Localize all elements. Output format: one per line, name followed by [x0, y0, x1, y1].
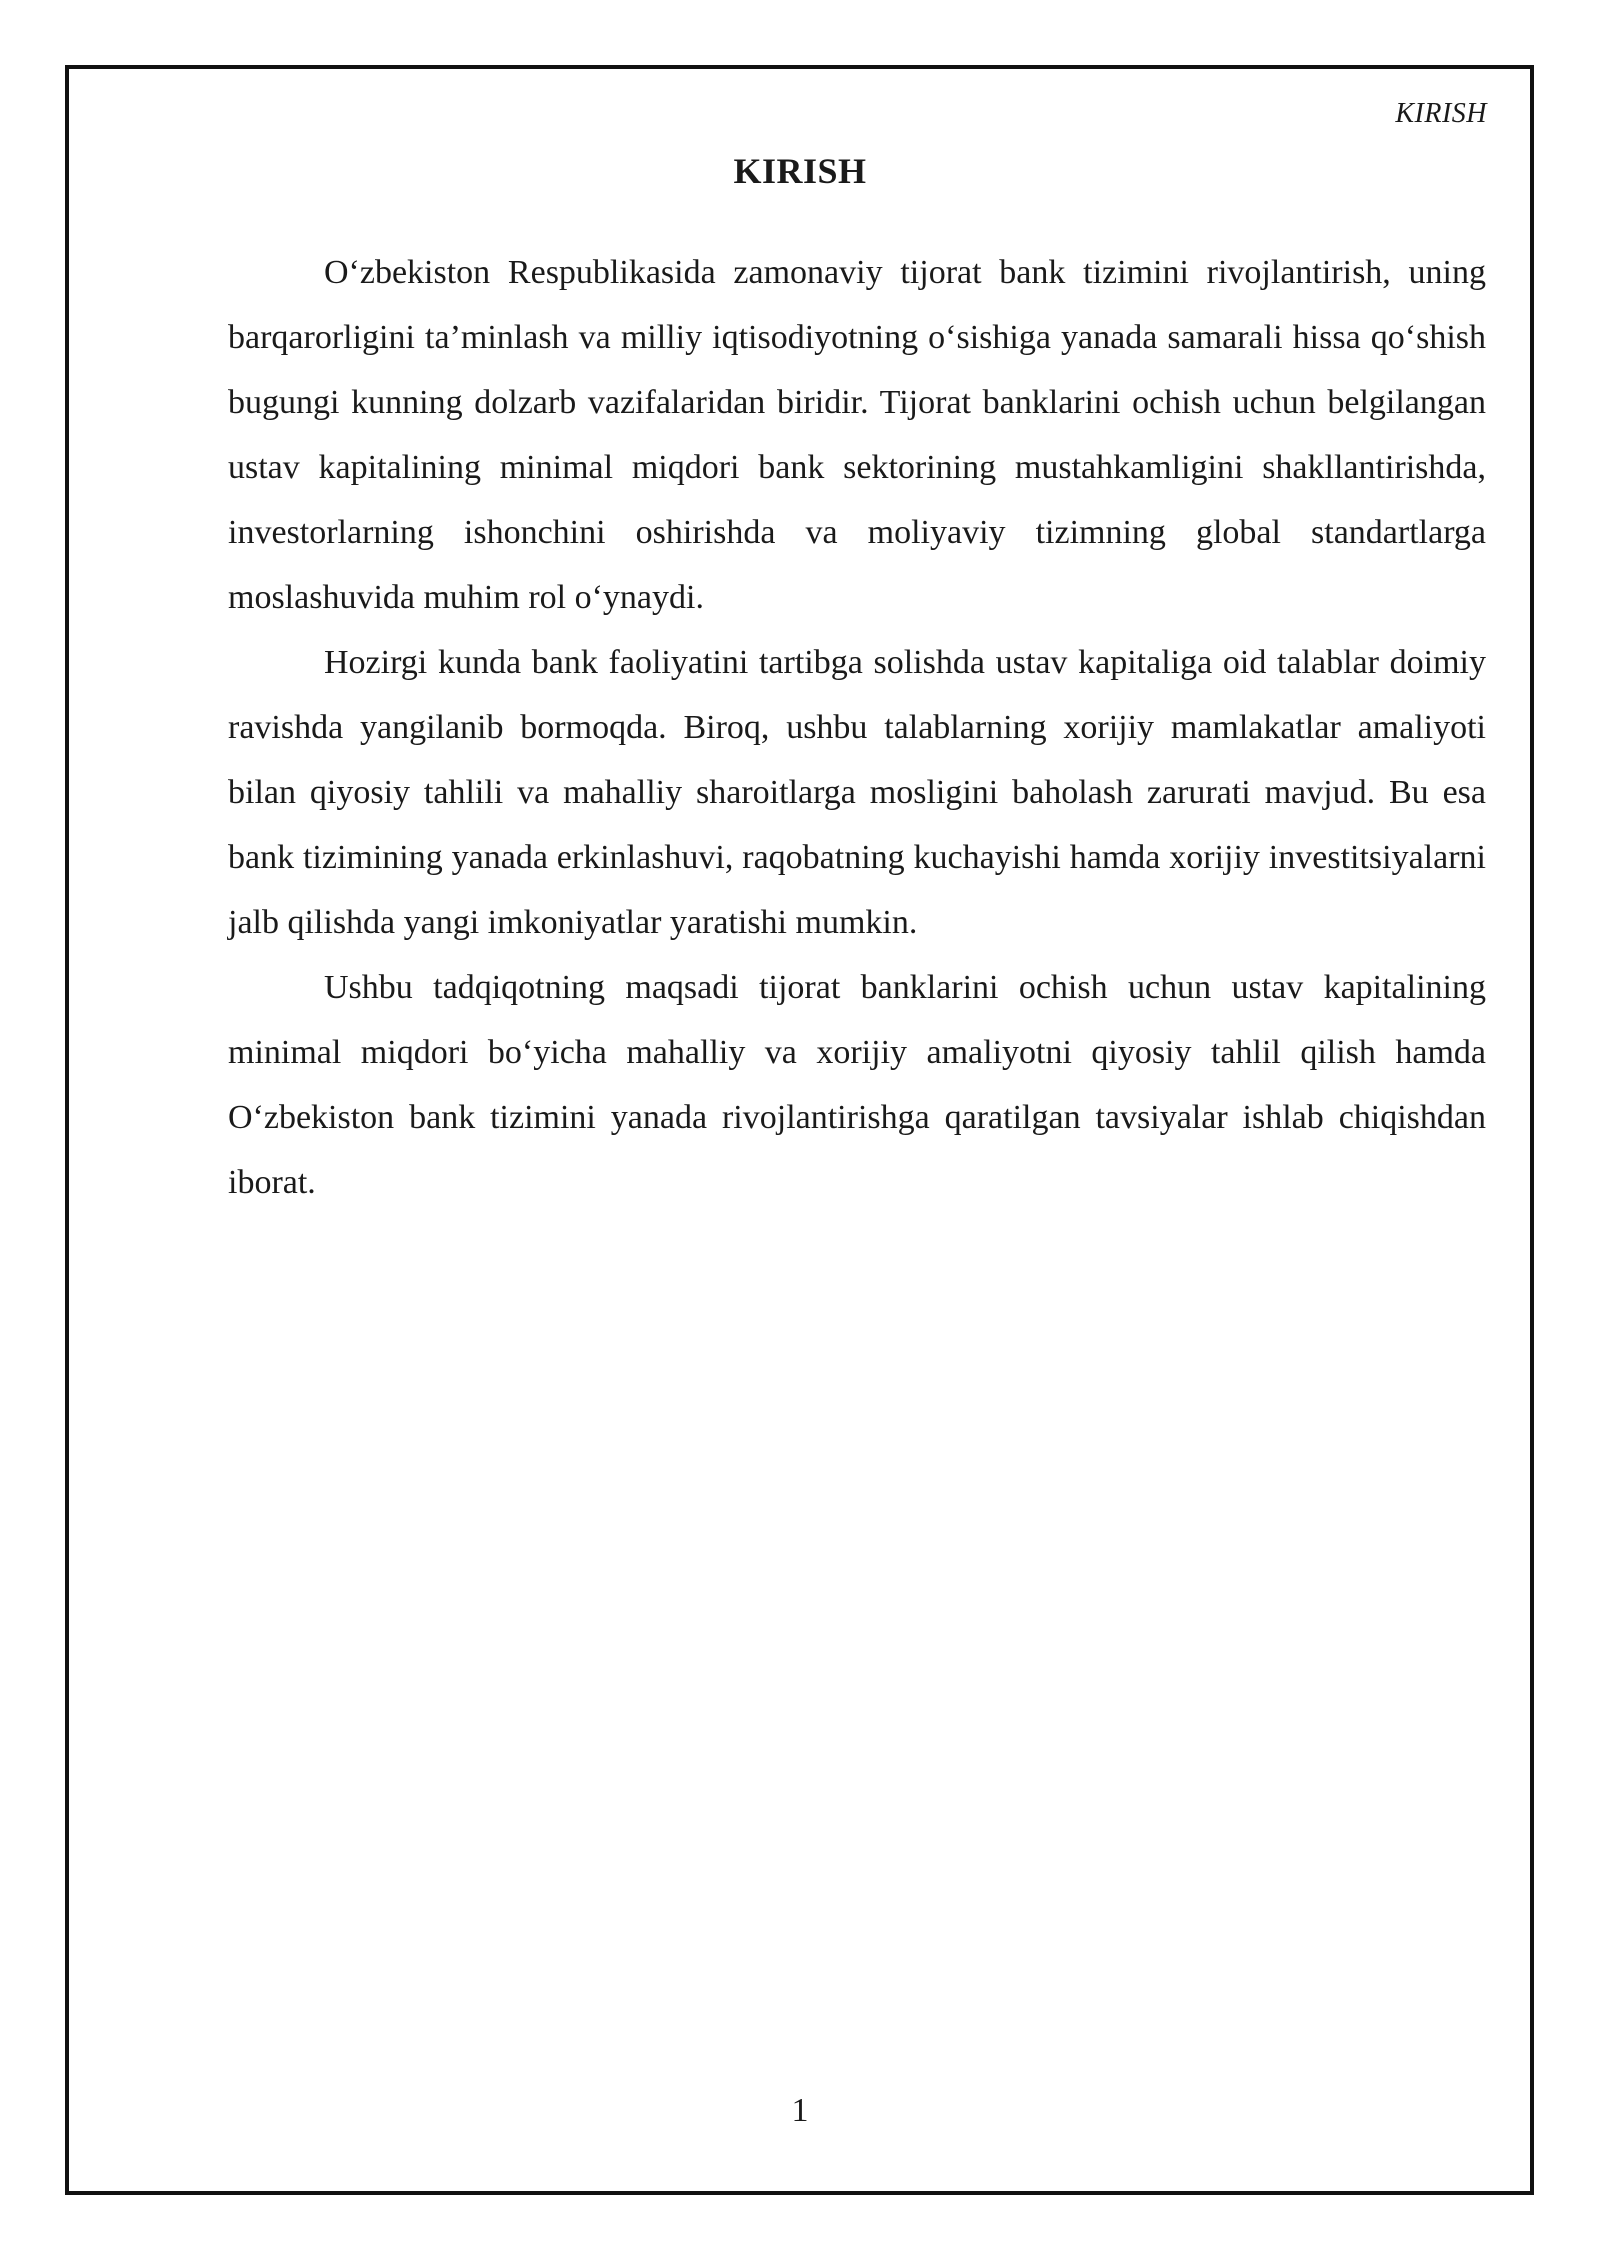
paragraph-3: Ushbu tadqiqotning maqsadi tijorat banklarini ochish uchun ustav kapitalining minimal miqdori bo‘yicha mahalliy va xorijiy amaliyotni qiyosiy tahlil qilish hamda O‘zbekiston bank tizimini yanada rivojlantirishga qaratilgan tavsiyalar ishlab chiqishdan iborat.: [228, 969, 1486, 1201]
page-title: KIRISH: [733, 151, 867, 191]
body-text: [228, 240, 1486, 1215]
page-number: 1: [791, 2092, 809, 2129]
paragraph-2: Hozirgi kunda bank faoliyatini tartibga solishda ustav kapitaliga oid talablar doimiy ravishda yangilanib bormoqda. Biroq, ushbu talablarning xorijiy mamlakatlar amaliyoti bilan qiyosiy tahlili va mahalliy sharoitlarga mosligini baholash zarurati mavjud. Bu esa bank tizimining yanada erkinlashuvi, raqobatning kuchayishi hamda xorijiy investitsiyalarni jalb qilishda yangi imkoniyatlar yaratishi mumkin.: [228, 644, 1486, 941]
running-header: KIRISH: [1395, 98, 1487, 129]
paragraph-1: O‘zbekiston Respublikasida zamonaviy tijorat bank tizimini rivojlantirish, uning barqarorligini ta’minlash va milliy iqtisodiyotning o‘sishiga yanada samarali hissa qo‘shish bugungi kunning dolzarb vazifalaridan biridir. Tijorat banklarini ochish uchun belgilangan ustav kapitalining minimal miqdori bank sektorining mustahkamligini shakllantirishda, investorlarning ishonchini oshirishda va moliyaviy tizimning global standartlarga moslashuvida muhim rol o‘ynaydi.: [228, 254, 1486, 616]
